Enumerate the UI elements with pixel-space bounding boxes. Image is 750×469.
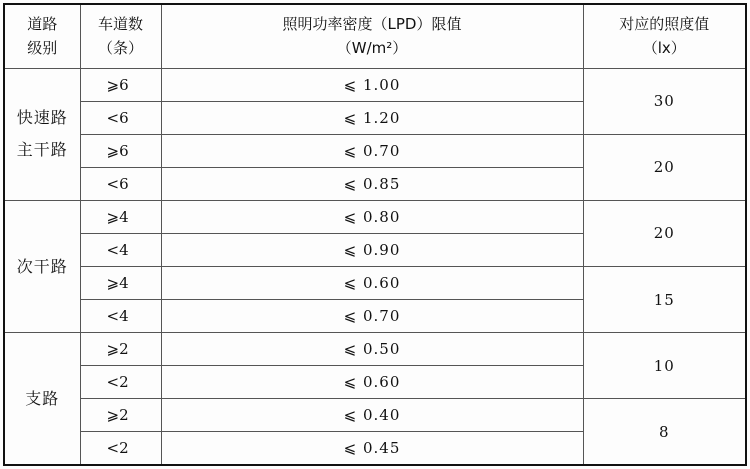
lpd-cell: ⩽ 0.70 [161, 134, 583, 167]
header-illuminance-line: 对应的照度值 [619, 15, 710, 34]
lpd-cell: ⩽ 1.20 [161, 101, 583, 134]
lpd-cell: ⩽ 0.45 [161, 432, 583, 465]
header-illuminance-unit: （lx） [642, 39, 686, 58]
header-road-class-line: 道路 [27, 15, 58, 34]
lanes-cell: ⩾4 [80, 267, 161, 300]
illuminance-cell: 15 [583, 267, 746, 333]
road-class-line: 主干路 [16, 140, 68, 160]
table-row [4, 200, 746, 233]
lanes-cell: <2 [80, 432, 161, 465]
illuminance-cell: 8 [583, 399, 746, 465]
road-class-line: 快速路 [16, 108, 68, 128]
table-row [4, 399, 746, 432]
road-class-line: 支路 [25, 388, 60, 408]
header-lpd-line: 照明功率密度（LPD）限值 [282, 15, 462, 34]
header-lpd [161, 4, 583, 68]
illuminance-cell: 30 [583, 68, 746, 134]
lanes-cell: <2 [80, 366, 161, 399]
header-illuminance [583, 4, 746, 68]
lanes-cell: ⩾2 [80, 399, 161, 432]
lpd-cell: ⩽ 0.50 [161, 333, 583, 366]
lpd-cell: ⩽ 0.80 [161, 200, 583, 233]
illuminance-cell: 20 [583, 200, 746, 266]
header-lanes-line: 车道数 [97, 15, 143, 34]
road-class-cell [4, 200, 80, 332]
table-row [4, 134, 746, 167]
header-lanes-line: （条） [97, 39, 143, 58]
header-road-class-line: 级别 [27, 39, 58, 58]
lanes-cell: ⩾6 [80, 134, 161, 167]
road-class-cell [4, 68, 80, 200]
header-road-class [4, 4, 80, 68]
table-header-row [4, 4, 746, 68]
lanes-cell: <6 [80, 167, 161, 200]
table-row [4, 333, 746, 366]
lpd-cell: ⩽ 0.85 [161, 167, 583, 200]
lpd-cell: ⩽ 0.60 [161, 267, 583, 300]
lpd-cell: ⩽ 0.90 [161, 233, 583, 266]
illuminance-cell: 20 [583, 134, 746, 200]
table-row [4, 68, 746, 101]
table-row [4, 267, 746, 300]
lanes-cell: ⩾4 [80, 200, 161, 233]
lanes-cell: ⩾6 [80, 68, 161, 101]
header-lpd-unit: （W/m²） [336, 39, 408, 58]
lpd-cell: ⩽ 1.00 [161, 68, 583, 101]
road-class-line: 次干路 [16, 256, 68, 276]
lanes-cell: ⩾2 [80, 333, 161, 366]
lanes-cell: <4 [80, 233, 161, 266]
road-class-cell [4, 333, 80, 465]
header-lanes [80, 4, 161, 68]
illuminance-cell: 10 [583, 333, 746, 399]
lpd-cell: ⩽ 0.60 [161, 366, 583, 399]
lanes-cell: <4 [80, 300, 161, 333]
lpd-limit-table [3, 3, 747, 466]
lpd-cell: ⩽ 0.70 [161, 300, 583, 333]
lpd-cell: ⩽ 0.40 [161, 399, 583, 432]
lanes-cell: <6 [80, 101, 161, 134]
